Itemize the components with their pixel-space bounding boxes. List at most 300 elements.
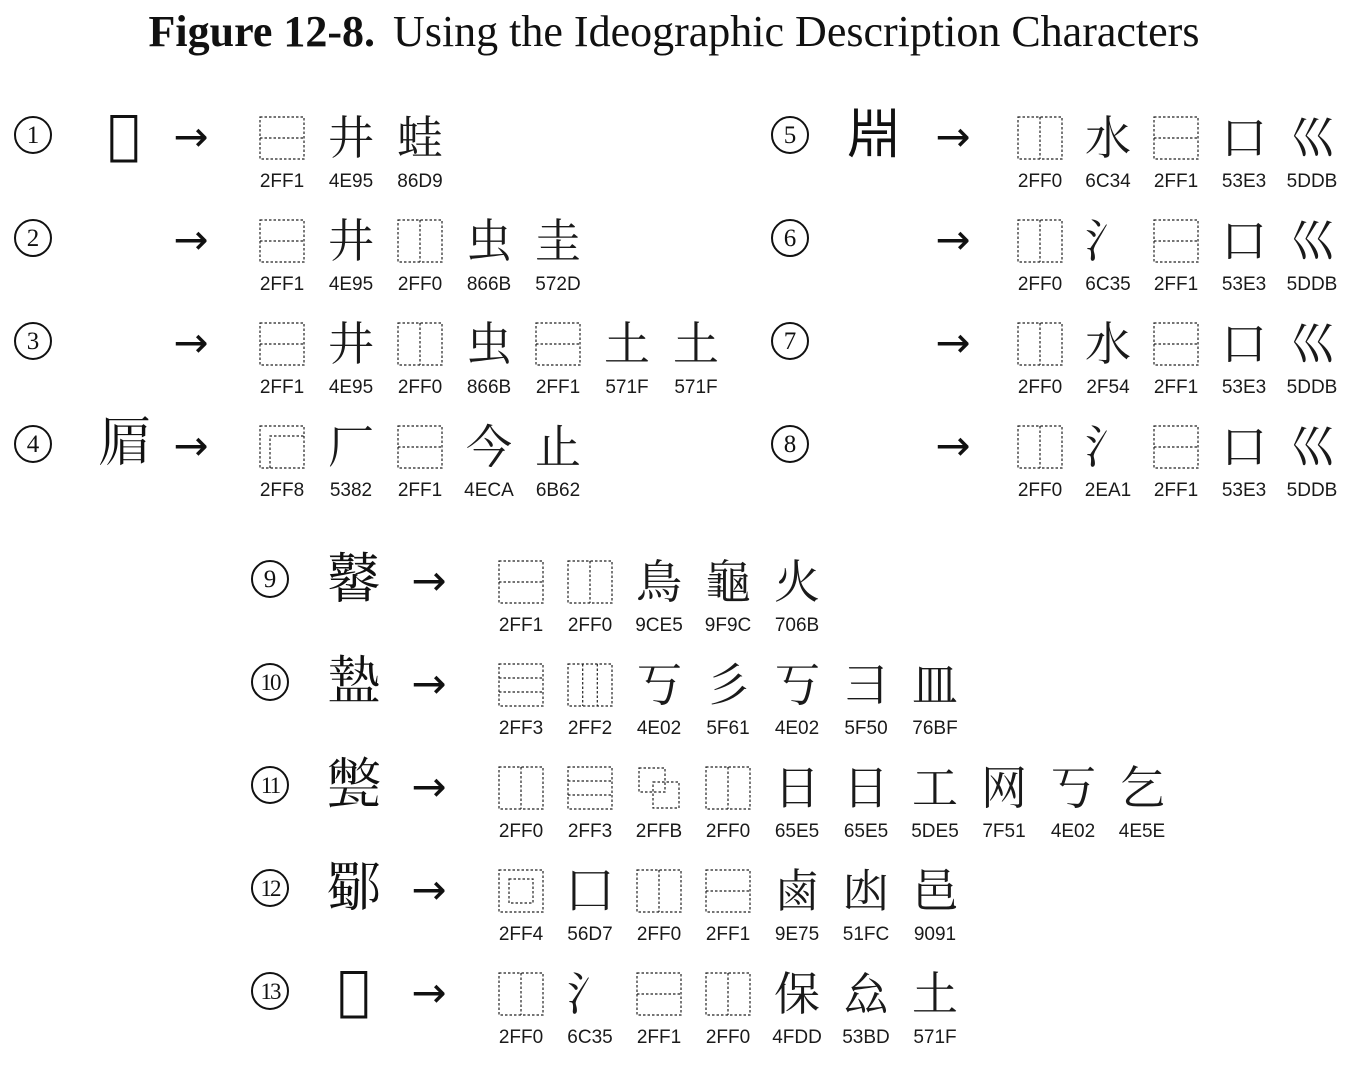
sequence-element bbox=[1078, 108, 1138, 198]
idc-2ff0-shape bbox=[704, 971, 752, 1017]
component-glyph: 厂 bbox=[328, 420, 374, 474]
component-glyph: 丂 bbox=[1050, 761, 1096, 815]
code-point-label: 2FF4 bbox=[498, 924, 544, 945]
component-glyph: 氵 bbox=[1085, 214, 1131, 268]
idc-glyph bbox=[491, 758, 551, 818]
idc-2ff1-shape bbox=[534, 321, 582, 367]
code-point-label: 571F bbox=[913, 1027, 957, 1048]
idc-glyph bbox=[1146, 417, 1206, 477]
code-point-label: 53BD bbox=[842, 1027, 890, 1048]
code-point-label: 706B bbox=[774, 615, 820, 636]
sequence-element bbox=[597, 314, 657, 404]
example-number: 13 bbox=[251, 972, 289, 1010]
code-point-label: 86D9 bbox=[397, 171, 443, 192]
source-character: 𨞕 bbox=[327, 856, 381, 919]
code-point-label: 7F51 bbox=[982, 821, 1026, 842]
code-point-label: 2FF0 bbox=[636, 924, 682, 945]
example-number: 2 bbox=[14, 219, 52, 257]
code-point-label: 2FF0 bbox=[1017, 171, 1063, 192]
code-point-label: 4E95 bbox=[328, 171, 374, 192]
sequence-element bbox=[1146, 417, 1206, 507]
idc-glyph bbox=[1146, 211, 1206, 271]
component-glyph: ⽔ bbox=[1085, 317, 1131, 371]
sequence-element bbox=[252, 314, 312, 404]
idc-2ff1-shape bbox=[258, 115, 306, 161]
idc-glyph bbox=[1010, 108, 1070, 168]
sequence-element bbox=[528, 211, 588, 301]
component-glyph: 囗 bbox=[567, 864, 613, 918]
sequence-element bbox=[1214, 211, 1274, 301]
component-glyph: 龜 bbox=[705, 555, 751, 609]
idc-glyph bbox=[390, 417, 450, 477]
example-number: 1 bbox=[14, 116, 52, 154]
sequence-element bbox=[629, 552, 689, 642]
code-point-label: 6C35 bbox=[1085, 274, 1131, 295]
sequence-element bbox=[698, 861, 758, 951]
idc-glyph bbox=[698, 964, 758, 1024]
idc-glyph bbox=[1146, 108, 1206, 168]
code-point-label: 2FF8 bbox=[259, 480, 305, 501]
right-arrow-icon: → bbox=[411, 762, 447, 811]
component-glyph: 凼 bbox=[843, 864, 889, 918]
sequence-element bbox=[1214, 417, 1274, 507]
idc-2ff2-shape bbox=[566, 662, 614, 708]
component-glyph: 乞 bbox=[1119, 761, 1165, 815]
code-point-label: 2FF1 bbox=[535, 377, 581, 398]
component-glyph: 彐 bbox=[843, 658, 889, 712]
component-glyph: 邑 bbox=[912, 864, 958, 918]
component-glyph: 口 bbox=[1221, 317, 1267, 371]
sequence-element bbox=[836, 758, 896, 848]
sequence-element bbox=[698, 655, 758, 745]
sequence-element bbox=[905, 964, 965, 1054]
component-glyph: 保 bbox=[774, 967, 820, 1021]
code-point-label: 2FF0 bbox=[397, 377, 443, 398]
code-point-label: 53E3 bbox=[1221, 274, 1267, 295]
sequence-element bbox=[491, 552, 551, 642]
idc-2ff0-shape bbox=[635, 868, 683, 914]
code-point-label: 9F9C bbox=[704, 615, 752, 636]
code-point-label: 53E3 bbox=[1221, 377, 1267, 398]
idc-glyph bbox=[1010, 314, 1070, 374]
right-arrow-icon: → bbox=[411, 556, 447, 605]
source-character bbox=[92, 309, 156, 373]
idc-2ff0-shape bbox=[566, 559, 614, 605]
sequence-element bbox=[560, 758, 620, 848]
code-point-label: 2FF1 bbox=[498, 615, 544, 636]
code-point-label: 866B bbox=[466, 274, 512, 295]
idc-2ff0-shape bbox=[497, 971, 545, 1017]
sequence-element bbox=[1282, 108, 1342, 198]
code-point-label: 2FF1 bbox=[705, 924, 751, 945]
component-glyph: 丂 bbox=[774, 658, 820, 712]
right-arrow-icon: → bbox=[935, 215, 971, 264]
idc-glyph bbox=[698, 861, 758, 921]
code-point-label: 2FF1 bbox=[1153, 171, 1199, 192]
code-point-label: 2FF1 bbox=[397, 480, 443, 501]
sequence-element bbox=[459, 314, 519, 404]
sequence-element bbox=[767, 964, 827, 1054]
sequence-element bbox=[629, 861, 689, 951]
sequence-element bbox=[252, 211, 312, 301]
idc-glyph bbox=[1010, 417, 1070, 477]
sequence-element bbox=[321, 314, 381, 404]
code-point-label: 6C35 bbox=[567, 1027, 613, 1048]
idc-2ff0-shape bbox=[396, 321, 444, 367]
code-point-label: 5DDB bbox=[1286, 171, 1338, 192]
component-glyph: 口 bbox=[1221, 111, 1267, 165]
code-point-label: 5DDB bbox=[1286, 480, 1338, 501]
code-point-label: 571F bbox=[674, 377, 718, 398]
source-character: 𤮕 bbox=[327, 753, 381, 816]
code-point-label: 4E95 bbox=[328, 274, 374, 295]
sequence-element bbox=[252, 417, 312, 507]
component-glyph: 巛 bbox=[1289, 317, 1335, 371]
idc-2ff0-shape bbox=[1016, 321, 1064, 367]
component-glyph: 日 bbox=[843, 761, 889, 815]
sequence-element bbox=[459, 211, 519, 301]
code-point-label: 2FF0 bbox=[1017, 480, 1063, 501]
code-point-label: 2FFB bbox=[635, 821, 683, 842]
sequence-element bbox=[1010, 314, 1070, 404]
idc-glyph bbox=[252, 314, 312, 374]
idc-glyph bbox=[390, 211, 450, 271]
figure-title bbox=[0, 6, 1348, 58]
code-point-label: 4E5E bbox=[1118, 821, 1166, 842]
sequence-element bbox=[1078, 417, 1138, 507]
idc-2ff3-shape bbox=[566, 765, 614, 811]
sequence-element bbox=[1214, 314, 1274, 404]
sequence-element bbox=[390, 211, 450, 301]
component-glyph: 厽 bbox=[843, 967, 889, 1021]
sequence-element bbox=[1078, 314, 1138, 404]
component-glyph: 丂 bbox=[636, 658, 682, 712]
code-point-label: 2FF0 bbox=[1017, 377, 1063, 398]
sequence-element bbox=[390, 417, 450, 507]
source-character: 𬜥 bbox=[107, 103, 141, 166]
sequence-element bbox=[1146, 314, 1206, 404]
sequence-element bbox=[1078, 211, 1138, 301]
sequence-element bbox=[1112, 758, 1172, 848]
right-arrow-icon: → bbox=[411, 659, 447, 708]
sequence-element bbox=[698, 964, 758, 1054]
sequence-element bbox=[491, 758, 551, 848]
example-number: 11 bbox=[251, 766, 289, 804]
sequence-element bbox=[528, 417, 588, 507]
code-point-label: 2F54 bbox=[1086, 377, 1130, 398]
code-point-label: 9CE5 bbox=[635, 615, 683, 636]
component-glyph: 彡 bbox=[705, 658, 751, 712]
code-point-label: 53E3 bbox=[1221, 171, 1267, 192]
sequence-element bbox=[390, 108, 450, 198]
idc-glyph bbox=[252, 108, 312, 168]
source-character: 𠪃 bbox=[97, 412, 151, 475]
example-number: 10 bbox=[251, 663, 289, 701]
right-arrow-icon: → bbox=[173, 215, 209, 264]
sequence-element bbox=[629, 758, 689, 848]
code-point-label: 5F61 bbox=[706, 718, 750, 739]
example-number: 5 bbox=[771, 116, 809, 154]
component-glyph: 井 bbox=[328, 214, 374, 268]
idc-glyph bbox=[491, 861, 551, 921]
sequence-element bbox=[767, 552, 827, 642]
component-glyph: 巛 bbox=[1289, 111, 1335, 165]
component-glyph: 圭 bbox=[535, 214, 581, 268]
sequence-element bbox=[321, 211, 381, 301]
idc-2ff0-shape bbox=[497, 765, 545, 811]
code-point-label: 5DE5 bbox=[911, 821, 959, 842]
source-character: 𤀟 bbox=[337, 959, 371, 1022]
idc-2ff1-shape bbox=[1152, 218, 1200, 264]
sequence-element bbox=[629, 655, 689, 745]
idc-glyph bbox=[560, 758, 620, 818]
idc-glyph bbox=[491, 655, 551, 715]
idc-glyph bbox=[528, 314, 588, 374]
sequence-element bbox=[905, 758, 965, 848]
idc-glyph bbox=[629, 758, 689, 818]
source-character: 䶁 bbox=[327, 547, 381, 610]
example-number: 7 bbox=[771, 322, 809, 360]
sequence-element bbox=[666, 314, 726, 404]
code-point-label: 572D bbox=[535, 274, 581, 295]
example-number: 3 bbox=[14, 322, 52, 360]
idc-glyph bbox=[1010, 211, 1070, 271]
sequence-element bbox=[836, 861, 896, 951]
code-point-label: 2FF0 bbox=[498, 1027, 544, 1048]
idc-2ffb-shape bbox=[635, 765, 683, 811]
idc-2ff0-shape bbox=[1016, 115, 1064, 161]
figure-caption: Using the Ideographic Description Characters bbox=[393, 7, 1200, 56]
code-point-label: 2FF1 bbox=[1153, 274, 1199, 295]
idc-glyph bbox=[491, 552, 551, 612]
idc-2ff8-shape bbox=[258, 424, 306, 470]
code-point-label: 6B62 bbox=[535, 480, 581, 501]
source-character: 𥂕 bbox=[327, 650, 381, 713]
code-point-label: 2FF0 bbox=[567, 615, 613, 636]
sequence-element bbox=[321, 417, 381, 507]
component-glyph: 网 bbox=[981, 761, 1027, 815]
idc-2ff4-shape bbox=[497, 868, 545, 914]
sequence-element bbox=[767, 861, 827, 951]
right-arrow-icon: → bbox=[935, 421, 971, 470]
figure-number: Figure 12-8. bbox=[148, 7, 376, 56]
idc-2ff1-shape bbox=[258, 321, 306, 367]
code-point-label: 2FF1 bbox=[259, 377, 305, 398]
code-point-label: 5F50 bbox=[844, 718, 888, 739]
right-arrow-icon: → bbox=[935, 318, 971, 367]
sequence-element bbox=[905, 861, 965, 951]
sequence-element bbox=[974, 758, 1034, 848]
sequence-element bbox=[390, 314, 450, 404]
sequence-element bbox=[491, 655, 551, 745]
code-point-label: 2FF1 bbox=[259, 171, 305, 192]
source-character bbox=[841, 206, 905, 270]
sequence-element bbox=[491, 964, 551, 1054]
sequence-element bbox=[252, 108, 312, 198]
code-point-label: 51FC bbox=[842, 924, 890, 945]
sequence-element bbox=[459, 417, 519, 507]
example-number: 6 bbox=[771, 219, 809, 257]
idc-glyph bbox=[629, 964, 689, 1024]
sequence-element bbox=[767, 655, 827, 745]
code-point-label: 4E02 bbox=[636, 718, 682, 739]
right-arrow-icon: → bbox=[411, 865, 447, 914]
example-number: 9 bbox=[251, 560, 289, 598]
component-glyph: 巛 bbox=[1289, 420, 1335, 474]
sequence-element bbox=[698, 552, 758, 642]
sequence-element bbox=[1146, 211, 1206, 301]
component-glyph: 井 bbox=[328, 317, 374, 371]
code-point-label: 4ECA bbox=[464, 480, 514, 501]
example-number: 8 bbox=[771, 425, 809, 463]
code-point-label: 65E5 bbox=[774, 821, 820, 842]
sequence-element bbox=[836, 964, 896, 1054]
component-glyph: 止 bbox=[535, 420, 581, 474]
component-glyph: 皿 bbox=[912, 658, 958, 712]
idc-glyph bbox=[629, 861, 689, 921]
component-glyph: 今 bbox=[466, 420, 512, 474]
sequence-element bbox=[836, 655, 896, 745]
code-point-label: 2FF0 bbox=[1017, 274, 1063, 295]
code-point-label: 2FF0 bbox=[705, 1027, 751, 1048]
sequence-element bbox=[629, 964, 689, 1054]
component-glyph: 土 bbox=[673, 317, 719, 371]
sequence-element bbox=[321, 108, 381, 198]
right-arrow-icon: → bbox=[173, 112, 209, 161]
sequence-element bbox=[1010, 417, 1070, 507]
idc-2ff1-shape bbox=[635, 971, 683, 1017]
idc-glyph bbox=[390, 314, 450, 374]
right-arrow-icon: → bbox=[173, 318, 209, 367]
idc-2ff1-shape bbox=[704, 868, 752, 914]
code-point-label: 2FF1 bbox=[1153, 377, 1199, 398]
code-point-label: 9091 bbox=[913, 924, 957, 945]
component-glyph: ⺡ bbox=[1085, 420, 1131, 474]
sequence-element bbox=[491, 861, 551, 951]
component-glyph: 虫 bbox=[466, 214, 512, 268]
idc-2ff1-shape bbox=[497, 559, 545, 605]
right-arrow-icon: → bbox=[173, 421, 209, 470]
code-point-label: 5382 bbox=[329, 480, 373, 501]
component-glyph: 水 bbox=[1085, 111, 1131, 165]
component-glyph: 井 bbox=[328, 111, 374, 165]
idc-2ff0-shape bbox=[1016, 424, 1064, 470]
code-point-label: 2FF0 bbox=[705, 821, 751, 842]
code-point-label: 4FDD bbox=[772, 1027, 822, 1048]
component-glyph: 蛙 bbox=[397, 111, 443, 165]
component-glyph: 口 bbox=[1221, 420, 1267, 474]
code-point-label: 2FF1 bbox=[259, 274, 305, 295]
source-character bbox=[841, 412, 905, 476]
right-arrow-icon: → bbox=[935, 112, 971, 161]
sequence-element bbox=[1282, 417, 1342, 507]
idc-2ff1-shape bbox=[258, 218, 306, 264]
code-point-label: 4E02 bbox=[774, 718, 820, 739]
sequence-element bbox=[1010, 108, 1070, 198]
idc-glyph bbox=[560, 552, 620, 612]
sequence-element bbox=[560, 552, 620, 642]
component-glyph: 氵 bbox=[567, 967, 613, 1021]
code-point-label: 2FF1 bbox=[1153, 480, 1199, 501]
component-glyph: 鹵 bbox=[774, 864, 820, 918]
idc-glyph bbox=[252, 211, 312, 271]
component-glyph: 火 bbox=[774, 555, 820, 609]
sequence-element bbox=[560, 655, 620, 745]
sequence-element bbox=[560, 861, 620, 951]
component-glyph: 虫 bbox=[466, 317, 512, 371]
code-point-label: 6C34 bbox=[1085, 171, 1131, 192]
sequence-element bbox=[1282, 314, 1342, 404]
sequence-element bbox=[1282, 211, 1342, 301]
sequence-element bbox=[1214, 108, 1274, 198]
code-point-label: 56D7 bbox=[567, 924, 613, 945]
sequence-element bbox=[905, 655, 965, 745]
code-point-label: 2FF3 bbox=[498, 718, 544, 739]
component-glyph: 巛 bbox=[1289, 214, 1335, 268]
idc-2ff0-shape bbox=[396, 218, 444, 264]
code-point-label: 2EA1 bbox=[1084, 480, 1132, 501]
code-point-label: 2FF1 bbox=[636, 1027, 682, 1048]
code-point-label: 2FF0 bbox=[397, 274, 443, 295]
sequence-element bbox=[1146, 108, 1206, 198]
sequence-element bbox=[767, 758, 827, 848]
component-glyph: 鳥 bbox=[636, 555, 682, 609]
example-number: 4 bbox=[14, 425, 52, 463]
code-point-label: 9E75 bbox=[774, 924, 820, 945]
source-character: 𣶒 bbox=[846, 103, 900, 166]
idc-2ff1-shape bbox=[1152, 321, 1200, 367]
code-point-label: 5DDB bbox=[1286, 377, 1338, 398]
idc-2ff3-shape bbox=[497, 662, 545, 708]
sequence-element bbox=[698, 758, 758, 848]
sequence-element bbox=[1010, 211, 1070, 301]
code-point-label: 4E02 bbox=[1050, 821, 1096, 842]
component-glyph: 土 bbox=[604, 317, 650, 371]
code-point-label: 2FF3 bbox=[567, 821, 613, 842]
code-point-label: 65E5 bbox=[843, 821, 889, 842]
source-character bbox=[92, 206, 156, 270]
code-point-label: 2FF0 bbox=[498, 821, 544, 842]
code-point-label: 4E95 bbox=[328, 377, 374, 398]
component-glyph: 土 bbox=[912, 967, 958, 1021]
code-point-label: 53E3 bbox=[1221, 480, 1267, 501]
example-number: 12 bbox=[251, 869, 289, 907]
code-point-label: 2FF2 bbox=[567, 718, 613, 739]
idc-glyph bbox=[491, 964, 551, 1024]
code-point-label: 76BF bbox=[912, 718, 958, 739]
component-glyph: 工 bbox=[912, 761, 958, 815]
idc-2ff1-shape bbox=[1152, 115, 1200, 161]
idc-2ff0-shape bbox=[704, 765, 752, 811]
code-point-label: 571F bbox=[605, 377, 649, 398]
idc-2ff1-shape bbox=[396, 424, 444, 470]
idc-glyph bbox=[560, 655, 620, 715]
idc-glyph bbox=[252, 417, 312, 477]
idc-glyph bbox=[698, 758, 758, 818]
idc-glyph bbox=[1146, 314, 1206, 374]
idc-2ff0-shape bbox=[1016, 218, 1064, 264]
sequence-element bbox=[528, 314, 588, 404]
idc-2ff1-shape bbox=[1152, 424, 1200, 470]
source-character bbox=[841, 309, 905, 373]
component-glyph: 日 bbox=[774, 761, 820, 815]
code-point-label: 866B bbox=[466, 377, 512, 398]
sequence-element bbox=[1043, 758, 1103, 848]
sequence-element bbox=[560, 964, 620, 1054]
code-point-label: 5DDB bbox=[1286, 274, 1338, 295]
component-glyph: 口 bbox=[1221, 214, 1267, 268]
right-arrow-icon: → bbox=[411, 968, 447, 1017]
